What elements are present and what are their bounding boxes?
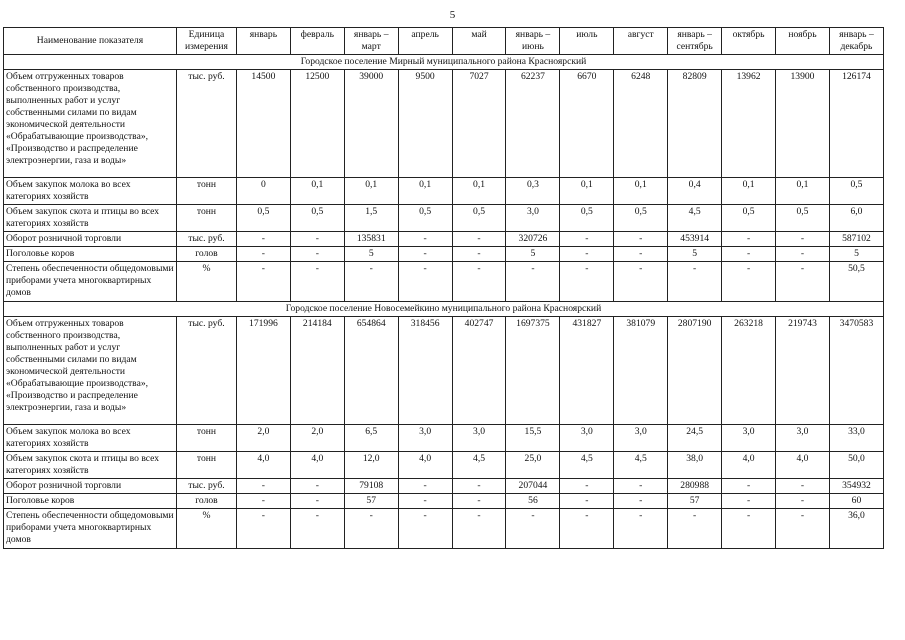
value-cell: -: [722, 232, 776, 247]
table-row: [4, 317, 884, 425]
value-cell: -: [236, 232, 290, 247]
value-cell: -: [776, 494, 830, 509]
value-cell: -: [722, 509, 776, 549]
value-cell: -: [506, 262, 560, 302]
table-row: [4, 70, 884, 178]
header-cell: февраль: [290, 28, 344, 55]
indicator-name: Объем закупок скота и птицы во всех категориях хозяйств: [4, 205, 177, 232]
value-cell: 57: [344, 494, 398, 509]
table-row: [4, 205, 884, 232]
table-row: [4, 479, 884, 494]
section-title: Городское поселение Мирный муниципального района Красноярский: [4, 55, 884, 70]
value-cell: 171996: [236, 317, 290, 425]
value-cell: 62237: [506, 70, 560, 178]
value-cell: 5: [506, 247, 560, 262]
value-cell: -: [290, 509, 344, 549]
value-cell: 14500: [236, 70, 290, 178]
value-cell: 33,0: [829, 425, 883, 452]
value-cell: 3,0: [776, 425, 830, 452]
value-cell: -: [614, 479, 668, 494]
table-row: [4, 247, 884, 262]
value-cell: 4,5: [452, 452, 506, 479]
unit-cell: тонн: [176, 425, 236, 452]
value-cell: 0,3: [506, 178, 560, 205]
value-cell: -: [236, 479, 290, 494]
value-cell: -: [722, 479, 776, 494]
value-cell: -: [776, 479, 830, 494]
section-title-row: [4, 55, 884, 70]
value-cell: -: [560, 262, 614, 302]
header-cell: январь – июнь: [506, 28, 560, 55]
value-cell: 0,5: [398, 205, 452, 232]
header-cell: август: [614, 28, 668, 55]
unit-cell: тыс. руб.: [176, 479, 236, 494]
value-cell: 0,5: [776, 205, 830, 232]
value-cell: 0,1: [344, 178, 398, 205]
value-cell: 0,5: [614, 205, 668, 232]
table-row: [4, 262, 884, 302]
value-cell: 12500: [290, 70, 344, 178]
value-cell: 7027: [452, 70, 506, 178]
value-cell: 4,0: [236, 452, 290, 479]
value-cell: 2,0: [236, 425, 290, 452]
indicator-name: Поголовье коров: [4, 247, 177, 262]
value-cell: 126174: [829, 70, 883, 178]
value-cell: 0,1: [614, 178, 668, 205]
indicator-name: Объем отгруженных товаров собственного производства, выполненных работ и услуг собственными силами по видам экономической деятельности «Обрабатывающие производства», «Производство и распределение электроэнергии, газа и воды»: [4, 317, 177, 425]
header-cell: январь – сентябрь: [668, 28, 722, 55]
value-cell: 79108: [344, 479, 398, 494]
header-cell: ноябрь: [776, 28, 830, 55]
value-cell: 4,0: [398, 452, 452, 479]
value-cell: 0,5: [722, 205, 776, 232]
value-cell: 36,0: [829, 509, 883, 549]
value-cell: -: [452, 232, 506, 247]
header-cell: апрель: [398, 28, 452, 55]
value-cell: 3,0: [452, 425, 506, 452]
value-cell: -: [560, 479, 614, 494]
value-cell: -: [614, 247, 668, 262]
value-cell: -: [506, 509, 560, 549]
value-cell: 3,0: [506, 205, 560, 232]
unit-cell: голов: [176, 247, 236, 262]
value-cell: 0,1: [290, 178, 344, 205]
value-cell: -: [290, 479, 344, 494]
value-cell: 25,0: [506, 452, 560, 479]
unit-cell: тонн: [176, 178, 236, 205]
indicator-name: Степень обеспеченности общедомовыми приборами учета многоквартирных домов: [4, 262, 177, 302]
value-cell: 0,5: [829, 178, 883, 205]
value-cell: -: [722, 262, 776, 302]
header-cell: Наименование показателя: [4, 28, 177, 55]
unit-cell: тыс. руб.: [176, 70, 236, 178]
value-cell: 15,5: [506, 425, 560, 452]
value-cell: 0,1: [722, 178, 776, 205]
header-cell: май: [452, 28, 506, 55]
header-cell: октябрь: [722, 28, 776, 55]
value-cell: 5: [829, 247, 883, 262]
value-cell: 3,0: [722, 425, 776, 452]
value-cell: 4,5: [668, 205, 722, 232]
value-cell: -: [776, 509, 830, 549]
section-title: Городское поселение Новосемейкино муниципального района Красноярский: [4, 302, 884, 317]
page-number: 5: [449, 9, 456, 21]
value-cell: 280988: [668, 479, 722, 494]
value-cell: 39000: [344, 70, 398, 178]
value-cell: 219743: [776, 317, 830, 425]
unit-cell: голов: [176, 494, 236, 509]
value-cell: 453914: [668, 232, 722, 247]
value-cell: 214184: [290, 317, 344, 425]
unit-cell: тыс. руб.: [176, 232, 236, 247]
indicator-name: Поголовье коров: [4, 494, 177, 509]
value-cell: 50,0: [829, 452, 883, 479]
value-cell: 57: [668, 494, 722, 509]
table-row: [4, 509, 884, 549]
table-row: [4, 494, 884, 509]
value-cell: -: [398, 262, 452, 302]
indicator-name: Оборот розничной торговли: [4, 479, 177, 494]
value-cell: 4,0: [290, 452, 344, 479]
value-cell: -: [668, 262, 722, 302]
value-cell: 13962: [722, 70, 776, 178]
value-cell: 4,5: [560, 452, 614, 479]
value-cell: 6,5: [344, 425, 398, 452]
value-cell: 5: [344, 247, 398, 262]
unit-cell: %: [176, 509, 236, 549]
value-cell: 3,0: [614, 425, 668, 452]
value-cell: 60: [829, 494, 883, 509]
value-cell: -: [236, 262, 290, 302]
value-cell: 3,0: [560, 425, 614, 452]
value-cell: -: [236, 494, 290, 509]
value-cell: 0,4: [668, 178, 722, 205]
value-cell: 50,5: [829, 262, 883, 302]
value-cell: 56: [506, 494, 560, 509]
indicator-name: Оборот розничной торговли: [4, 232, 177, 247]
value-cell: -: [722, 247, 776, 262]
value-cell: 135831: [344, 232, 398, 247]
value-cell: -: [398, 247, 452, 262]
value-cell: -: [452, 509, 506, 549]
indicator-name: Степень обеспеченности общедомовыми приборами учета многоквартирных домов: [4, 509, 177, 549]
value-cell: 1,5: [344, 205, 398, 232]
value-cell: -: [344, 509, 398, 549]
value-cell: 402747: [452, 317, 506, 425]
value-cell: 82809: [668, 70, 722, 178]
header-cell: Единица измерения: [176, 28, 236, 55]
value-cell: 431827: [560, 317, 614, 425]
value-cell: -: [452, 494, 506, 509]
value-cell: 9500: [398, 70, 452, 178]
value-cell: 0,1: [560, 178, 614, 205]
header-row: [4, 28, 884, 55]
value-cell: 0,5: [290, 205, 344, 232]
value-cell: 207044: [506, 479, 560, 494]
value-cell: 6248: [614, 70, 668, 178]
value-cell: -: [722, 494, 776, 509]
value-cell: 6670: [560, 70, 614, 178]
value-cell: 24,5: [668, 425, 722, 452]
value-cell: 320726: [506, 232, 560, 247]
value-cell: -: [614, 494, 668, 509]
value-cell: 354932: [829, 479, 883, 494]
table-row: [4, 232, 884, 247]
unit-cell: %: [176, 262, 236, 302]
header-cell: январь – декабрь: [829, 28, 883, 55]
value-cell: 0,5: [236, 205, 290, 232]
value-cell: 6,0: [829, 205, 883, 232]
section-title-row: [4, 302, 884, 317]
table-body: [4, 55, 884, 549]
value-cell: 4,0: [776, 452, 830, 479]
value-cell: 2,0: [290, 425, 344, 452]
value-cell: -: [452, 247, 506, 262]
table-row: [4, 178, 884, 205]
unit-cell: тонн: [176, 452, 236, 479]
indicators-table: [3, 27, 884, 549]
value-cell: -: [398, 509, 452, 549]
value-cell: 4,5: [614, 452, 668, 479]
indicator-name: Объем отгруженных товаров собственного производства, выполненных работ и услуг собственными силами по видам экономической деятельности «Обрабатывающие производства», «Производство и распределение электроэнергии, газа и воды»: [4, 70, 177, 178]
value-cell: -: [614, 232, 668, 247]
value-cell: -: [560, 232, 614, 247]
header-cell: январь: [236, 28, 290, 55]
table-row: [4, 425, 884, 452]
value-cell: 0,1: [452, 178, 506, 205]
indicator-name: Объем закупок молока во всех категориях хозяйств: [4, 178, 177, 205]
value-cell: -: [560, 509, 614, 549]
value-cell: 0,5: [452, 205, 506, 232]
unit-cell: тыс. руб.: [176, 317, 236, 425]
value-cell: 263218: [722, 317, 776, 425]
value-cell: -: [290, 262, 344, 302]
value-cell: 4,0: [722, 452, 776, 479]
value-cell: -: [668, 509, 722, 549]
indicator-name: Объем закупок скота и птицы во всех категориях хозяйств: [4, 452, 177, 479]
value-cell: -: [776, 232, 830, 247]
value-cell: -: [452, 479, 506, 494]
value-cell: 0,1: [398, 178, 452, 205]
value-cell: -: [344, 262, 398, 302]
value-cell: 0: [236, 178, 290, 205]
value-cell: -: [398, 494, 452, 509]
value-cell: 12,0: [344, 452, 398, 479]
value-cell: -: [776, 247, 830, 262]
header-cell: январь – март: [344, 28, 398, 55]
value-cell: -: [560, 247, 614, 262]
value-cell: 3470583: [829, 317, 883, 425]
value-cell: -: [290, 247, 344, 262]
value-cell: -: [398, 232, 452, 247]
value-cell: -: [614, 262, 668, 302]
value-cell: -: [290, 494, 344, 509]
value-cell: -: [236, 247, 290, 262]
value-cell: 1697375: [506, 317, 560, 425]
value-cell: -: [560, 494, 614, 509]
value-cell: 5: [668, 247, 722, 262]
value-cell: 13900: [776, 70, 830, 178]
table-row: [4, 452, 884, 479]
header-cell: июль: [560, 28, 614, 55]
value-cell: -: [776, 262, 830, 302]
value-cell: 0,5: [560, 205, 614, 232]
value-cell: 38,0: [668, 452, 722, 479]
value-cell: 654864: [344, 317, 398, 425]
value-cell: 381079: [614, 317, 668, 425]
indicator-name: Объем закупок молока во всех категориях хозяйств: [4, 425, 177, 452]
value-cell: 318456: [398, 317, 452, 425]
value-cell: 3,0: [398, 425, 452, 452]
value-cell: -: [290, 232, 344, 247]
value-cell: 2807190: [668, 317, 722, 425]
value-cell: -: [614, 509, 668, 549]
value-cell: 0,1: [776, 178, 830, 205]
value-cell: -: [398, 479, 452, 494]
value-cell: -: [452, 262, 506, 302]
unit-cell: тонн: [176, 205, 236, 232]
value-cell: 587102: [829, 232, 883, 247]
value-cell: -: [236, 509, 290, 549]
